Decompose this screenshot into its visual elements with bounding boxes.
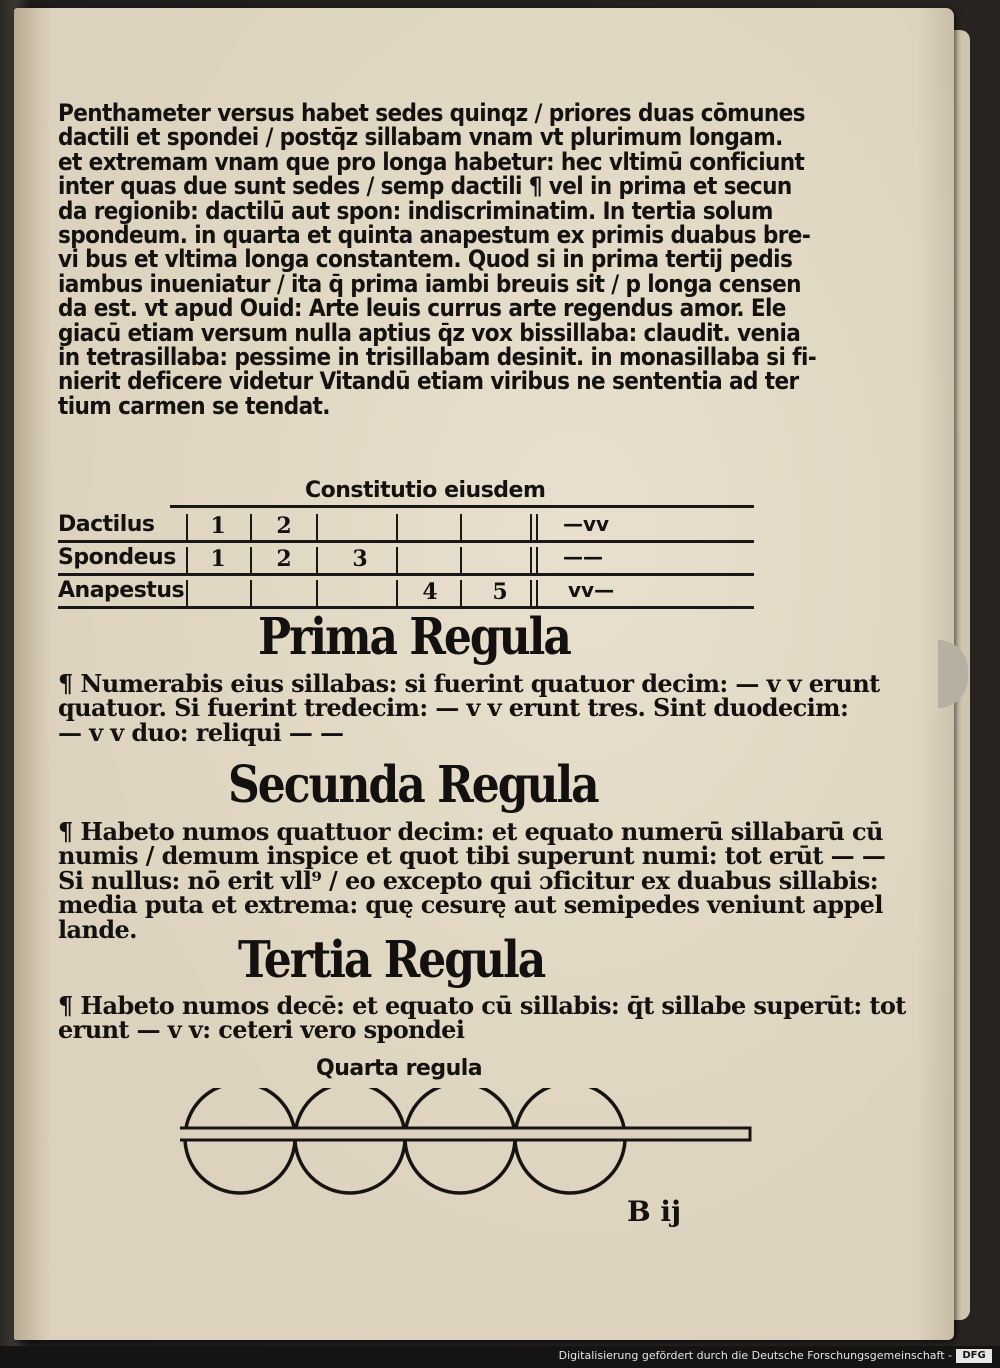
body-line: nierit deficere videtur Vitandū etiam viribus ne sententia ad ter xyxy=(58,367,799,396)
body-line: Penthameter versus habet sedes quinqz / priores duas cōmunes xyxy=(58,99,805,127)
secunda-regula-text xyxy=(58,817,886,944)
table-cell: 1 xyxy=(210,546,226,572)
cell-divider xyxy=(250,580,252,608)
body-line: spondeum. in quarta et quinta anapestum ex primis duabus bre- xyxy=(58,221,811,250)
cell-divider xyxy=(250,547,252,575)
body-line: da est. vt apud Ouid: Arte leuis currus arte regendus amor. Ele xyxy=(58,294,786,323)
table-cell: 4 xyxy=(422,579,438,605)
rule-line: media puta et extrema: quę cesurę aut semipedes veniunt appel xyxy=(58,890,883,920)
body-line: dactili et spondei / postq̄z sillabam vnam vt plurimum longam. xyxy=(58,123,783,152)
prima-regula-text xyxy=(58,669,880,747)
table-row xyxy=(58,510,754,543)
body-line: inter quas due sunt sedes / semp dactili ¶ vel in prima et secun xyxy=(58,172,792,201)
credit-text: Digitalisierung gefördert durch die Deutsche Forschungsgemeinschaft - xyxy=(558,1349,952,1362)
rule-line: Si nullus: nō erit vll⁹ / eo excepto qui ɔficitur ex duabus sillabis: xyxy=(58,865,879,895)
table-cell: 1 xyxy=(210,513,226,539)
rule-line: numis / demum inspice et quot tibi superunt numi: tot erūt — — xyxy=(58,841,886,871)
cell-divider xyxy=(396,547,398,575)
cell-divider xyxy=(316,514,318,542)
circles-diagram xyxy=(180,1088,760,1198)
rule-line: erunt — v v: ceteri vero spondei xyxy=(58,1015,465,1045)
rule-line: quatuor. Si fuerint tredecim: — v v erunt tres. Sint duodecim: xyxy=(58,693,849,723)
table-cell: 3 xyxy=(352,546,368,572)
quarta-regula-heading: Quarta regula xyxy=(316,1056,483,1081)
rule-line: — v v duo: reliqui — — xyxy=(58,717,344,747)
tertia-regula-text xyxy=(58,991,906,1045)
cell-divider xyxy=(396,580,398,608)
rule-line: ¶ Numerabis eius sillabas: si fuerint quatuor decim: — v v erunt xyxy=(58,669,880,698)
table-row xyxy=(58,576,754,609)
meter-symbol: —vv xyxy=(563,512,610,536)
meter-symbol: vv— xyxy=(568,578,615,602)
cell-divider xyxy=(530,547,532,575)
cell-divider xyxy=(460,580,462,608)
body-line: et extremam vnam que pro longa habetur: hec vltimū conficiunt xyxy=(58,147,805,176)
table-cell: 5 xyxy=(492,579,508,605)
body-paragraph xyxy=(58,99,817,420)
body-line: vi bus et vltima longa constantem. Quod si in prima tertij pedis xyxy=(58,245,793,274)
dfg-logo: DFG xyxy=(956,1349,992,1363)
row-label: Anapestus xyxy=(58,578,185,603)
table-row xyxy=(58,543,754,576)
diagram-bar xyxy=(180,1128,750,1140)
body-line: tium carmen se tendat. xyxy=(58,391,330,420)
cell-divider xyxy=(536,514,538,542)
cell-divider xyxy=(186,580,188,608)
row-label: Spondeus xyxy=(58,545,176,570)
table-cell: 2 xyxy=(276,513,292,539)
rule-line: lande. xyxy=(58,914,137,944)
body-line: in tetrasillaba: pessime in trisillabam desinit. in monasillaba si fi- xyxy=(58,343,817,372)
cell-divider xyxy=(396,514,398,542)
body-line: iambus inueniatur / ita q̄ prima iambi breuis sit / p longa censen xyxy=(58,269,801,298)
cell-divider xyxy=(316,580,318,608)
secunda-regula-heading: Secunda Regula xyxy=(228,756,598,815)
cell-divider xyxy=(530,514,532,542)
table-title: Constitutio eiusdem xyxy=(305,478,546,503)
body-line: da regionib: dactilū aut spon: indiscriminatim. In tertia solum xyxy=(58,196,773,225)
rule-line: ¶ Habeto numos quattuor decim: et equato numerū sillabarū cū xyxy=(58,817,883,846)
signature-mark: B ij xyxy=(627,1195,682,1228)
row-label: Dactilus xyxy=(58,512,155,537)
meter-table xyxy=(58,505,754,605)
cell-divider xyxy=(460,547,462,575)
cell-divider xyxy=(530,580,532,608)
body-line: giacū etiam versum nulla aptius q̄z vox bissillaba: claudit. venia xyxy=(58,318,801,347)
prima-regula-heading: Prima Regula xyxy=(258,608,570,667)
meter-symbol: —— xyxy=(563,545,603,569)
cell-divider xyxy=(536,547,538,575)
cell-divider xyxy=(536,580,538,608)
table-cell: 2 xyxy=(276,546,292,572)
cell-divider xyxy=(250,514,252,542)
cell-divider xyxy=(460,514,462,542)
cell-divider xyxy=(316,547,318,575)
rule-line: ¶ Habeto numos decē: et equato cū sillabis: q̄t sillabe superūt: tot xyxy=(58,991,906,1020)
tertia-regula-heading: Tertia Regula xyxy=(238,931,545,990)
